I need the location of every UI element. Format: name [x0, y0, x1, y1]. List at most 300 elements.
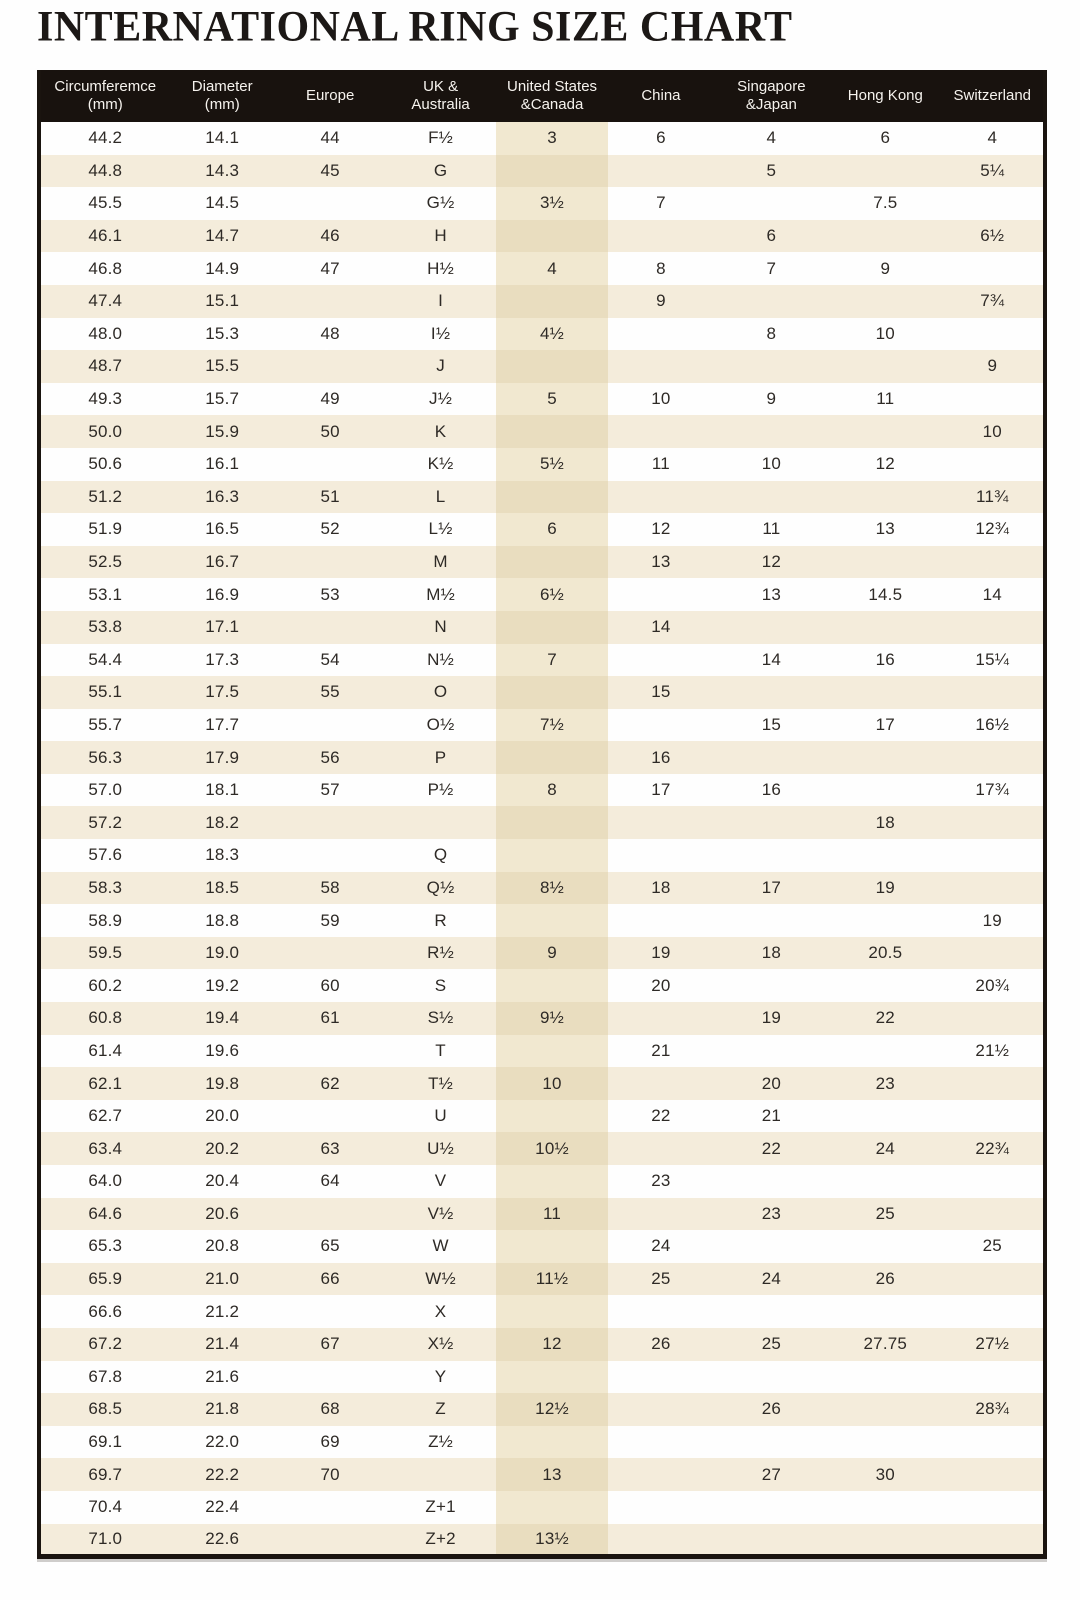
cell-hong-kong: 6 — [880, 128, 891, 148]
cell-us-canada — [496, 741, 608, 774]
cell-europe: 48 — [320, 323, 340, 343]
cell-circumference: 57.6 — [88, 845, 123, 865]
cell-uk-australia: V½ — [427, 1203, 454, 1223]
cell-switzerland — [942, 1361, 1045, 1394]
cell-uk-australia: M — [433, 552, 448, 572]
cell-singapore-japan — [714, 1165, 829, 1198]
cell-china: 24 — [651, 1236, 671, 1256]
cell-diameter: 22.2 — [205, 1464, 240, 1484]
cell-singapore-japan — [714, 1491, 829, 1524]
cell-uk-australia: Z — [435, 1399, 446, 1419]
cell-singapore-japan — [714, 806, 829, 839]
cell-uk-australia: N — [434, 617, 447, 637]
cell-china — [608, 1458, 713, 1491]
cell-singapore-japan: 14 — [761, 649, 782, 669]
cell-switzerland: 16½ — [975, 714, 1010, 734]
cell-china: 17 — [651, 780, 671, 800]
cell-switzerland — [942, 318, 1045, 351]
table-row — [39, 448, 1045, 481]
cell-switzerland — [942, 252, 1045, 285]
cell-uk-australia: X — [434, 1301, 447, 1321]
column-header-china — [608, 70, 713, 122]
cell-singapore-japan: 26 — [761, 1399, 782, 1419]
cell-hong-kong: 23 — [875, 1073, 895, 1093]
cell-uk-australia: I½ — [430, 323, 451, 343]
cell-us-canada: 11 — [496, 1198, 608, 1231]
column-header-line: &Canada — [520, 96, 584, 113]
cell-china: 18 — [651, 877, 671, 897]
column-header-line: (mm) — [87, 96, 123, 113]
cell-europe: 50 — [320, 421, 340, 441]
cell-circumference: 59.5 — [88, 943, 123, 963]
cell-hong-kong — [829, 839, 941, 872]
cell-circumference: 65.9 — [88, 1269, 123, 1289]
cell-uk-australia: R½ — [427, 943, 454, 963]
cell-diameter: 21.2 — [205, 1301, 240, 1321]
cell-diameter: 22.0 — [205, 1432, 240, 1452]
cell-uk-australia — [385, 1458, 495, 1491]
cell-switzerland — [942, 1491, 1045, 1524]
cell-us-canada: 6½ — [496, 578, 608, 611]
cell-china: 13 — [651, 552, 671, 572]
cell-china — [608, 1524, 713, 1557]
table-row — [39, 1295, 1045, 1328]
cell-europe: 46 — [320, 226, 340, 246]
cell-europe — [275, 839, 385, 872]
cell-uk-australia: V — [434, 1171, 447, 1191]
cell-europe — [275, 1491, 385, 1524]
cell-diameter: 15.9 — [205, 421, 240, 441]
cell-europe — [275, 806, 385, 839]
cell-singapore-japan — [714, 839, 829, 872]
column-header-line: (mm) — [204, 96, 240, 113]
cell-circumference: 58.9 — [88, 910, 123, 930]
cell-uk-australia: F½ — [428, 128, 454, 148]
cell-hong-kong — [829, 285, 941, 318]
table-row — [39, 1100, 1045, 1133]
cell-singapore-japan — [714, 285, 829, 318]
cell-circumference: 48.0 — [88, 323, 123, 343]
cell-china — [608, 350, 713, 383]
cell-hong-kong — [829, 350, 941, 383]
cell-singapore-japan: 7 — [766, 258, 777, 278]
cell-us-canada: 3 — [496, 122, 608, 155]
cell-switzerland: 22¾ — [975, 1138, 1010, 1158]
cell-us-canada: 5½ — [496, 448, 608, 481]
cell-switzerland — [942, 839, 1045, 872]
cell-hong-kong — [829, 1524, 941, 1557]
cell-europe: 54 — [320, 649, 340, 669]
cell-singapore-japan — [714, 481, 829, 514]
cell-hong-kong — [829, 969, 941, 1002]
cell-hong-kong — [829, 1361, 941, 1394]
cell-china — [608, 806, 713, 839]
cell-europe: 58 — [320, 877, 340, 897]
cell-switzerland — [942, 1067, 1045, 1100]
cell-uk-australia: J — [436, 356, 445, 376]
table-row — [39, 350, 1045, 383]
cell-us-canada: 4½ — [496, 318, 608, 351]
table-row — [39, 1263, 1045, 1296]
cell-diameter: 15.3 — [205, 323, 240, 343]
cell-singapore-japan: 11 — [762, 519, 781, 539]
table-row — [39, 1328, 1045, 1361]
cell-china: 15 — [651, 682, 671, 702]
table-row — [39, 187, 1045, 220]
table-row — [39, 1002, 1045, 1035]
cell-switzerland: 21½ — [975, 1040, 1010, 1060]
cell-europe: 59 — [320, 910, 340, 930]
cell-circumference: 65.3 — [88, 1236, 123, 1256]
cell-china — [608, 1002, 713, 1035]
cell-us-canada — [496, 350, 608, 383]
cell-europe: 47 — [320, 258, 340, 278]
cell-diameter: 14.3 — [205, 160, 240, 180]
cell-uk-australia: I — [438, 291, 444, 311]
cell-europe: 65 — [320, 1236, 340, 1256]
cell-us-canada: 10 — [496, 1067, 608, 1100]
cell-uk-australia — [385, 806, 495, 839]
cell-switzerland: 19 — [982, 910, 1002, 930]
cell-switzerland: 17¾ — [975, 780, 1010, 800]
cell-hong-kong — [829, 774, 941, 807]
column-header-diameter — [170, 70, 275, 122]
cell-circumference: 57.2 — [88, 812, 123, 832]
cell-singapore-japan — [714, 1524, 829, 1557]
cell-switzerland — [942, 1263, 1045, 1296]
cell-circumference: 49.3 — [88, 389, 123, 409]
cell-china — [608, 220, 713, 253]
cell-circumference: 67.2 — [88, 1334, 123, 1354]
cell-singapore-japan — [714, 676, 829, 709]
cell-singapore-japan — [714, 1035, 829, 1068]
cell-diameter: 20.8 — [205, 1236, 240, 1256]
cell-europe: 64 — [320, 1171, 340, 1191]
cell-us-canada — [496, 1035, 608, 1068]
cell-circumference: 50.6 — [88, 454, 123, 474]
cell-switzerland — [942, 806, 1045, 839]
cell-circumference: 45.5 — [88, 193, 123, 213]
cell-uk-australia: Z+1 — [425, 1497, 456, 1517]
column-header-line: Circumferemce — [54, 77, 157, 95]
column-header-line: Diameter — [191, 77, 253, 95]
cell-diameter: 18.5 — [205, 877, 240, 897]
table-row — [39, 415, 1045, 448]
cell-hong-kong: 24 — [875, 1138, 895, 1158]
cell-singapore-japan: 21 — [761, 1106, 782, 1126]
cell-china: 21 — [651, 1040, 671, 1060]
cell-hong-kong: 17 — [875, 714, 895, 734]
cell-diameter: 17.5 — [205, 682, 240, 702]
cell-uk-australia: Z+2 — [425, 1528, 456, 1548]
cell-singapore-japan — [714, 611, 829, 644]
cell-singapore-japan: 25 — [761, 1334, 782, 1354]
column-header-line: &Japan — [745, 96, 797, 113]
cell-europe: 45 — [320, 160, 340, 180]
cell-hong-kong — [829, 481, 941, 514]
cell-uk-australia: P½ — [427, 780, 454, 800]
cell-china — [608, 1132, 713, 1165]
cell-switzerland — [942, 383, 1045, 416]
cell-circumference: 61.4 — [88, 1040, 123, 1060]
cell-diameter: 16.3 — [205, 486, 240, 506]
cell-us-canada: 10½ — [496, 1132, 608, 1165]
cell-china — [608, 1361, 713, 1394]
cell-europe — [275, 448, 385, 481]
cell-circumference: 57.0 — [88, 780, 123, 800]
cell-hong-kong — [829, 415, 941, 448]
cell-diameter: 21.0 — [205, 1269, 240, 1289]
cell-switzerland: 4 — [987, 128, 998, 148]
cell-europe: 66 — [320, 1269, 340, 1289]
cell-switzerland — [942, 1458, 1045, 1491]
cell-uk-australia: K — [434, 421, 447, 441]
cell-switzerland: 12¾ — [975, 519, 1010, 539]
cell-hong-kong: 9 — [880, 258, 891, 278]
cell-singapore-japan: 20 — [761, 1073, 782, 1093]
cell-europe — [275, 709, 385, 742]
cell-us-canada — [496, 839, 608, 872]
cell-circumference: 62.7 — [88, 1106, 123, 1126]
cell-us-canada — [496, 546, 608, 579]
cell-hong-kong: 11 — [876, 389, 895, 409]
cell-hong-kong: 20.5 — [868, 943, 903, 963]
cell-circumference: 52.5 — [88, 552, 123, 572]
table-row — [39, 937, 1045, 970]
cell-uk-australia: S½ — [427, 1008, 454, 1028]
table-row — [39, 806, 1045, 839]
cell-uk-australia: S — [434, 975, 447, 995]
cell-europe: 44 — [320, 128, 340, 148]
cell-china — [608, 1426, 713, 1459]
column-header-switzerland — [942, 70, 1045, 122]
cell-china: 9 — [656, 291, 666, 311]
cell-china — [608, 318, 713, 351]
cell-us-canada: 9½ — [496, 1002, 608, 1035]
cell-hong-kong — [829, 1100, 941, 1133]
cell-switzerland — [942, 676, 1045, 709]
cell-circumference: 67.8 — [88, 1366, 123, 1386]
column-header-line: Switzerland — [953, 86, 1032, 104]
cell-europe: 67 — [320, 1334, 340, 1354]
cell-hong-kong: 7.5 — [873, 193, 898, 213]
table-row — [39, 1067, 1045, 1100]
cell-hong-kong — [829, 611, 941, 644]
cell-uk-australia: U — [434, 1106, 447, 1126]
cell-switzerland — [942, 872, 1045, 905]
cell-uk-australia: H — [434, 226, 447, 246]
cell-europe — [275, 1524, 385, 1557]
cell-china: 10 — [651, 389, 671, 409]
column-header-line: Australia — [411, 96, 470, 113]
cell-circumference: 44.2 — [88, 128, 123, 148]
cell-europe — [275, 1361, 385, 1394]
cell-hong-kong — [829, 1295, 941, 1328]
cell-singapore-japan: 23 — [761, 1203, 782, 1223]
cell-europe — [275, 1295, 385, 1328]
cell-china: 22 — [651, 1106, 671, 1126]
cell-diameter: 17.3 — [205, 649, 240, 669]
cell-china — [608, 481, 713, 514]
cell-europe — [275, 1100, 385, 1133]
cell-uk-australia: W — [432, 1236, 449, 1256]
cell-switzerland — [942, 1198, 1045, 1231]
cell-us-canada — [496, 155, 608, 188]
cell-china: 8 — [656, 258, 666, 278]
ring-size-table — [37, 70, 1047, 1559]
cell-diameter: 16.9 — [205, 584, 240, 604]
cell-singapore-japan: 22 — [761, 1138, 782, 1158]
cell-circumference: 46.1 — [88, 226, 123, 246]
cell-circumference: 46.8 — [88, 258, 123, 278]
table-row — [39, 318, 1045, 351]
cell-switzerland: 15¼ — [975, 649, 1010, 669]
cell-uk-australia: Y — [434, 1366, 447, 1386]
cell-singapore-japan: 12 — [761, 552, 782, 572]
cell-diameter: 21.8 — [205, 1399, 240, 1419]
column-header-line: United States — [506, 77, 598, 95]
cell-diameter: 20.0 — [205, 1106, 240, 1126]
cell-switzerland: 25 — [982, 1236, 1002, 1256]
cell-uk-australia: M½ — [426, 584, 455, 604]
cell-europe: 61 — [320, 1008, 340, 1028]
cell-circumference: 55.7 — [88, 714, 123, 734]
table-row — [39, 383, 1045, 416]
cell-us-canada — [496, 611, 608, 644]
cell-europe: 63 — [320, 1138, 340, 1158]
cell-uk-australia: O½ — [426, 714, 455, 734]
cell-europe: 52 — [320, 519, 340, 539]
cell-us-canada — [496, 969, 608, 1002]
cell-hong-kong — [829, 676, 941, 709]
cell-singapore-japan — [714, 969, 829, 1002]
column-header-line: UK & — [423, 77, 459, 95]
cell-circumference: 54.4 — [88, 649, 123, 669]
cell-china — [608, 904, 713, 937]
cell-china — [608, 1295, 713, 1328]
cell-us-canada: 4 — [496, 252, 608, 285]
cell-uk-australia: N½ — [427, 649, 454, 669]
cell-china: 6 — [656, 128, 666, 148]
cell-singapore-japan — [714, 1361, 829, 1394]
cell-us-canada: 5 — [496, 383, 608, 416]
cell-switzerland — [942, 741, 1045, 774]
cell-switzerland — [942, 448, 1045, 481]
table-row — [39, 872, 1045, 905]
cell-china — [608, 578, 713, 611]
cell-switzerland: 10 — [982, 421, 1002, 441]
cell-switzerland — [942, 1426, 1045, 1459]
cell-europe: 70 — [320, 1464, 340, 1484]
cell-hong-kong: 19 — [875, 877, 895, 897]
cell-circumference: 53.8 — [88, 617, 123, 637]
cell-uk-australia: P — [434, 747, 447, 767]
cell-china — [608, 1491, 713, 1524]
cell-china: 14 — [651, 617, 671, 637]
cell-singapore-japan — [714, 187, 829, 220]
cell-uk-australia: X½ — [427, 1334, 454, 1354]
cell-us-canada: 7½ — [496, 709, 608, 742]
cell-us-canada — [496, 1230, 608, 1263]
cell-us-canada — [496, 1491, 608, 1524]
cell-circumference: 51.2 — [88, 486, 123, 506]
cell-diameter: 18.8 — [205, 910, 240, 930]
cell-china — [608, 709, 713, 742]
cell-singapore-japan — [714, 415, 829, 448]
cell-singapore-japan: 5 — [766, 160, 777, 180]
cell-switzerland: 28¾ — [975, 1399, 1010, 1419]
header-row — [39, 70, 1045, 122]
table-row — [39, 155, 1045, 188]
cell-circumference: 50.0 — [88, 421, 123, 441]
cell-us-canada — [496, 1165, 608, 1198]
cell-us-canada: 7 — [496, 644, 608, 677]
cell-switzerland: 9 — [987, 356, 998, 376]
cell-china: 11 — [651, 454, 670, 474]
cell-hong-kong — [829, 546, 941, 579]
cell-circumference: 51.9 — [88, 519, 123, 539]
cell-circumference: 70.4 — [88, 1497, 123, 1517]
cell-diameter: 16.1 — [205, 454, 240, 474]
column-header-us-canada — [496, 70, 608, 122]
cell-us-canada — [496, 415, 608, 448]
cell-circumference: 69.7 — [88, 1464, 123, 1484]
table-row — [39, 481, 1045, 514]
table-row — [39, 1361, 1045, 1394]
cell-china — [608, 1393, 713, 1426]
cell-china: 25 — [651, 1269, 671, 1289]
cell-hong-kong: 14.5 — [868, 584, 903, 604]
cell-singapore-japan: 8 — [766, 323, 777, 343]
cell-us-canada — [496, 220, 608, 253]
table-row — [39, 709, 1045, 742]
cell-us-canada — [496, 285, 608, 318]
cell-switzerland — [942, 187, 1045, 220]
cell-us-canada — [496, 1426, 608, 1459]
cell-europe: 55 — [320, 682, 340, 702]
cell-uk-australia: T — [435, 1040, 446, 1060]
cell-switzerland — [942, 1524, 1045, 1557]
cell-europe — [275, 937, 385, 970]
cell-singapore-japan: 16 — [761, 780, 782, 800]
table-row — [39, 1230, 1045, 1263]
cell-us-canada — [496, 481, 608, 514]
cell-hong-kong: 18 — [875, 812, 895, 832]
cell-europe: 56 — [320, 747, 340, 767]
cell-diameter: 20.2 — [205, 1138, 240, 1158]
table-row — [39, 513, 1045, 546]
column-header-line: Singapore — [737, 77, 806, 95]
cell-europe — [275, 285, 385, 318]
cell-uk-australia: K½ — [427, 454, 454, 474]
cell-china — [608, 1198, 713, 1231]
cell-circumference: 68.5 — [88, 1399, 123, 1419]
cell-switzerland — [942, 546, 1045, 579]
cell-switzerland — [942, 1165, 1045, 1198]
cell-circumference: 55.1 — [88, 682, 123, 702]
cell-diameter: 20.4 — [205, 1171, 240, 1191]
cell-uk-australia: G — [433, 160, 448, 180]
cell-us-canada: 8½ — [496, 872, 608, 905]
cell-diameter: 17.1 — [205, 617, 240, 637]
cell-hong-kong — [829, 1035, 941, 1068]
cell-circumference: 58.3 — [88, 877, 123, 897]
cell-switzerland — [942, 611, 1045, 644]
cell-diameter: 18.2 — [205, 812, 240, 832]
cell-singapore-japan — [714, 741, 829, 774]
cell-us-canada — [496, 676, 608, 709]
cell-hong-kong: 22 — [875, 1008, 895, 1028]
